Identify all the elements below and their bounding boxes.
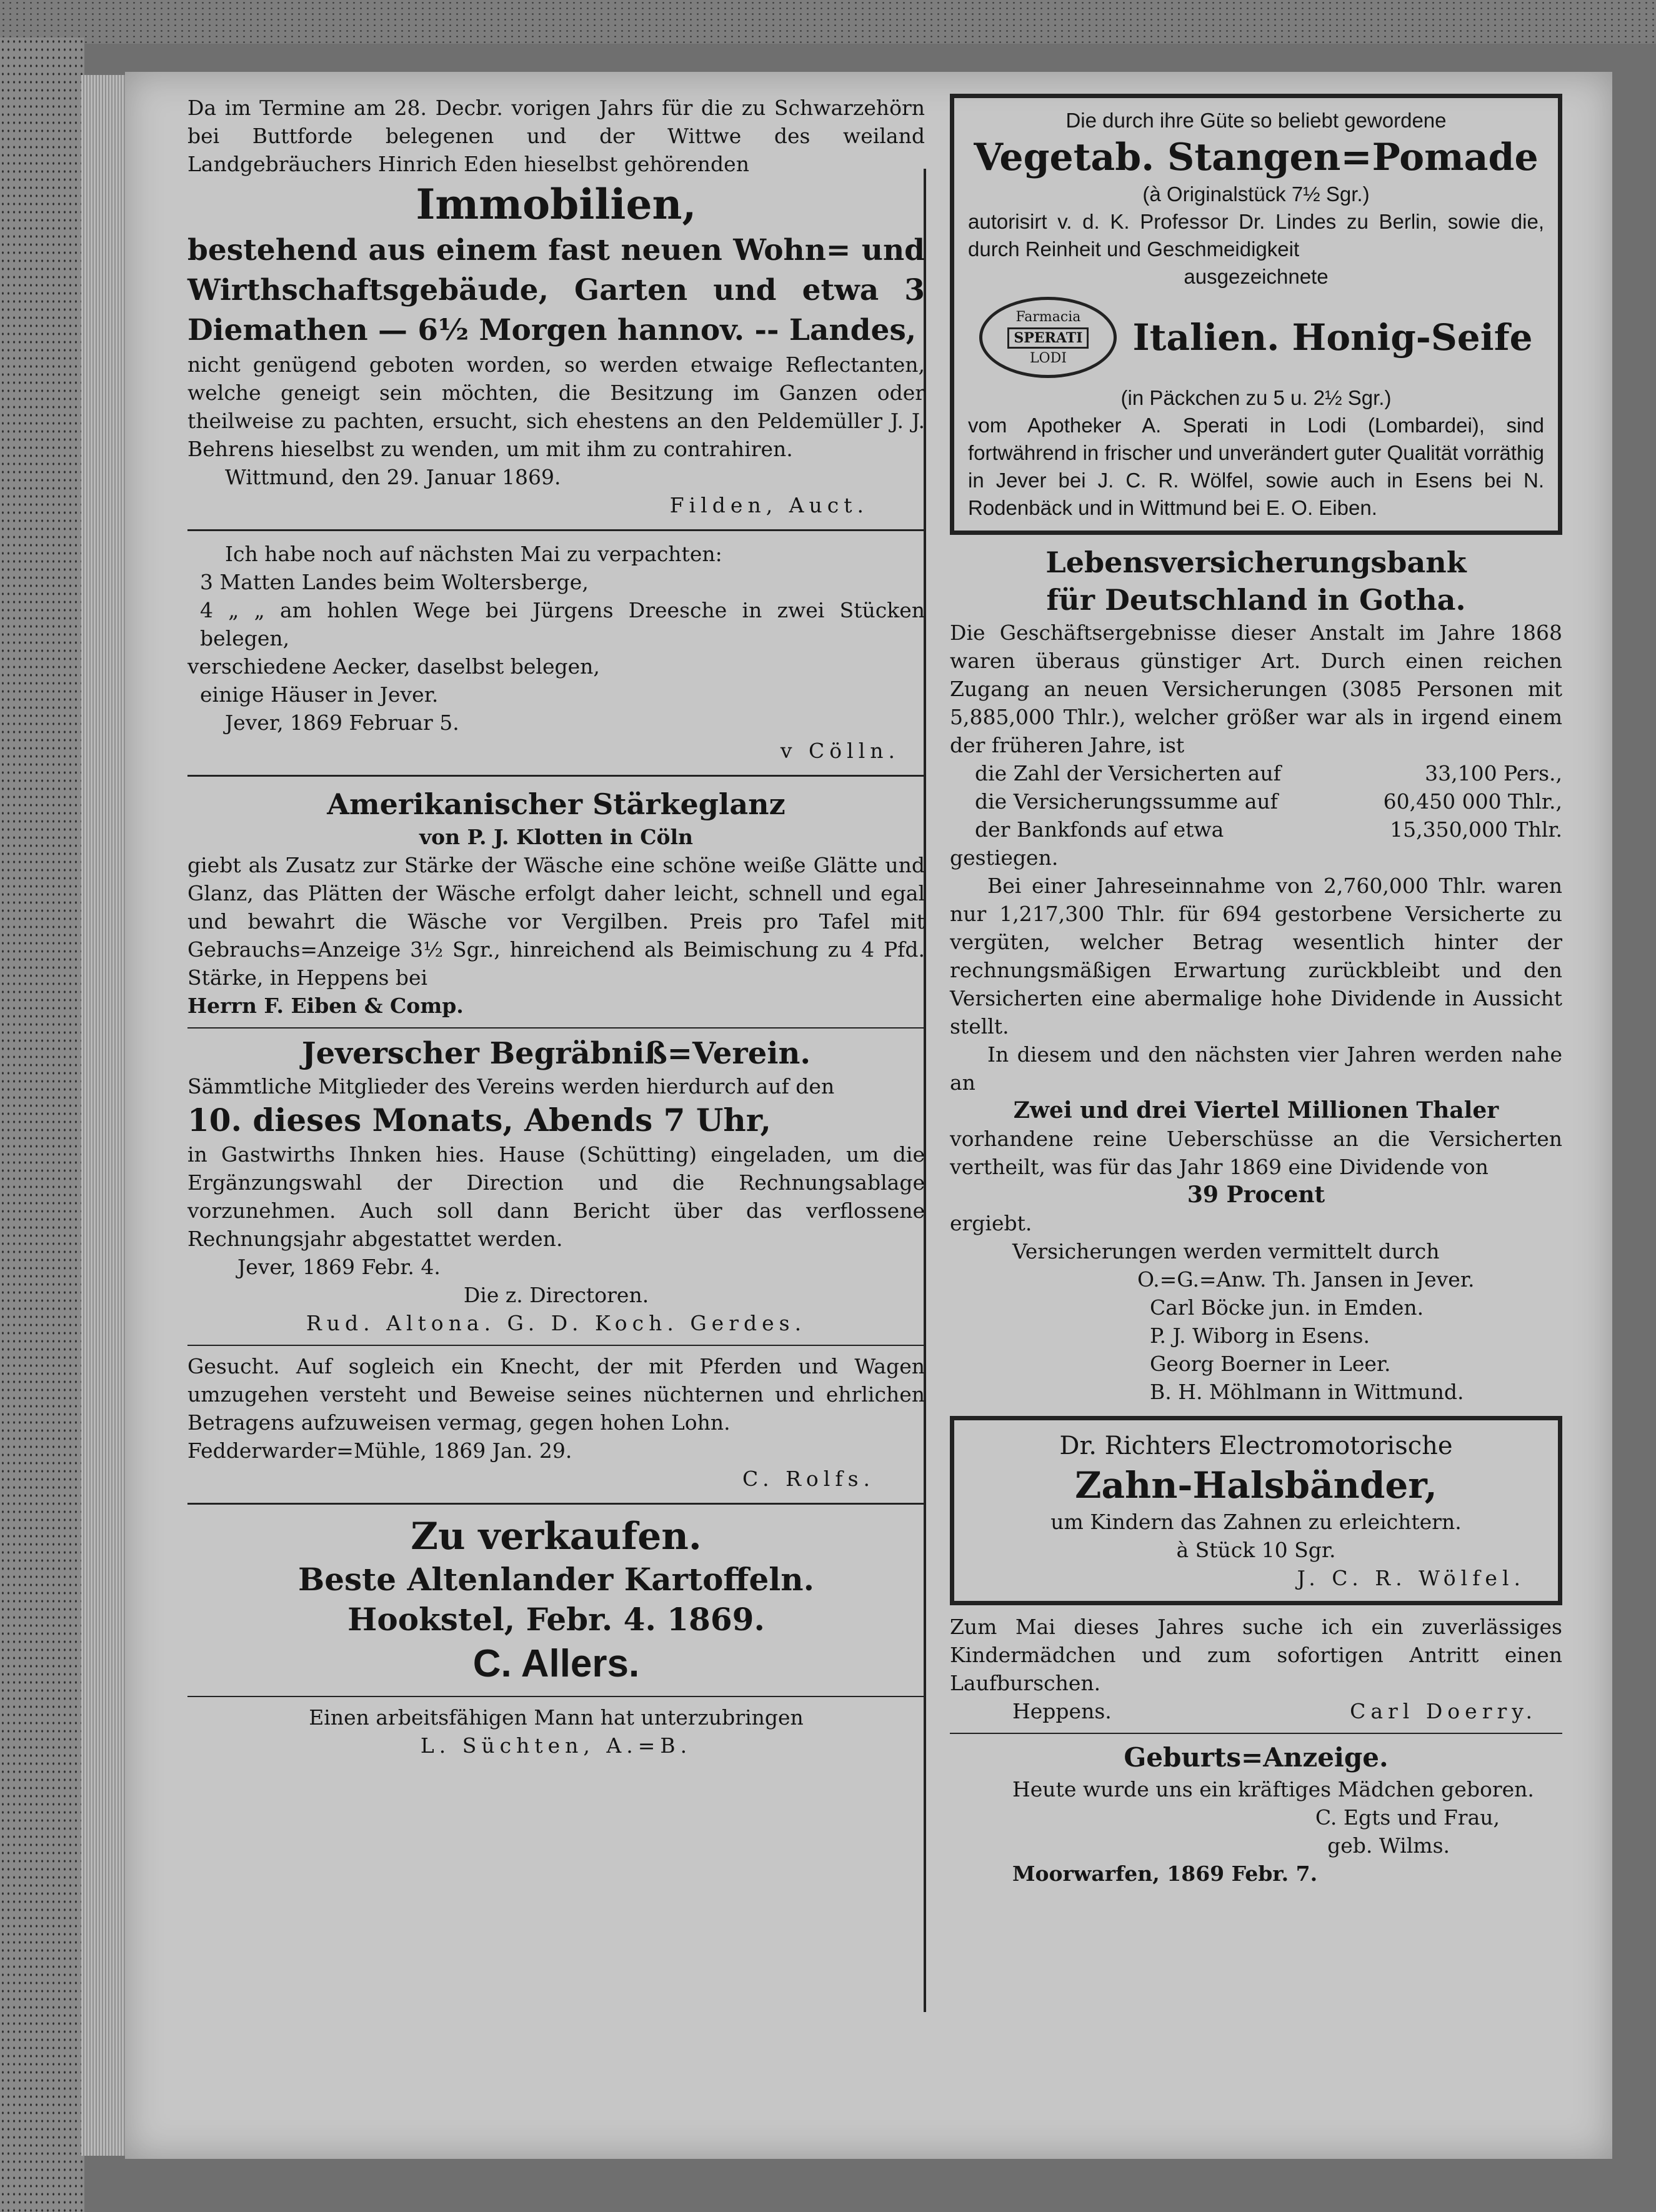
halsbaender-price: à Stück 10 Sgr. [1176,1538,1336,1562]
lv-text2: gestiegen. [950,845,1059,870]
divider [187,1696,925,1697]
lv-highlight: Zwei und drei Viertel Millionen Thaler [1013,1097,1499,1123]
halsbaender-line1: Dr. Richters Electromotorische [1059,1432,1453,1460]
lv-agent: Carl Böcke jun. in Emden. [1150,1295,1424,1320]
verpachten-item: einige Häuser in Jever. [200,682,439,707]
divider [187,1345,925,1346]
ad-geburts-anzeige [950,1740,1562,1888]
lv-figures-table [950,759,1562,844]
lv-text4: In diesem und den nächsten vier Jahren werden nahe an [950,1042,1562,1095]
ad-verpachten [187,540,925,765]
verpachten-date: Jever, 1869 Februar 5. [225,710,459,735]
left-column [187,94,925,1760]
gesucht-date: Fedderwarder=Mühle, 1869 Jan. 29. [187,1438,572,1463]
kindermaedchen-text: Zum Mai dieses Jahres suche ich ein zuverlässiges Kindermädchen und zum sofortigen Antritt einen Laufburschen. [950,1615,1562,1695]
staerkeglanz-title: Amerikanischer Stärkeglanz [327,787,786,821]
ad-lebensversicherung [950,544,1562,1406]
immobilien-headline: bestehend aus einem fast neuen Wohn= und Wirthschaftsgebäude, Garten und etwa 3 Diemathen — 6½ Morgen hannov. -- Landes, [187,233,925,347]
immobilien-signature: Filden, Auct. [669,493,869,517]
stamp-mid: SPERATI [1007,327,1089,349]
ad-mann [187,1703,925,1760]
ad-begraebniss-verein [187,1035,925,1337]
immobilien-title: Immobilien, [416,180,697,229]
lv-text1: Die Geschäftsergebnisse dieser Anstalt im Jahre 1868 waren überaus günstiger Art. Durch einen reichen Zugang an neuen Versicherungen (3085 Personen mit 5,885,000 Thlr.), welcher größer war als in irgend einem der früheren Jahre, ist [950,620,1562,757]
book-binding [0,37,84,2212]
lv-agent: O.=G.=Anw. Th. Jansen in Jever. [1137,1267,1475,1292]
verpachten-lead: Ich habe noch auf nächsten Mai zu verpachten: [225,542,722,566]
ad-gesucht [187,1352,925,1493]
lv-row-label: der Bankfonds auf etwa [975,817,1224,842]
begraebniss-title: Jeverscher Begräbniß=Verein. [301,1036,811,1071]
staerkeglanz-dealer: Herrn F. Eiben & Comp. [187,994,464,1018]
divider [950,1733,1562,1734]
pomade-product-row [968,297,1544,378]
lv-row-value: 60,450 000 Thlr., [1383,789,1562,814]
begraebniss-date-line: 10. dieses Monats, Abends 7 Uhr, [187,1102,771,1138]
divider [187,529,925,531]
begraebniss-names: Rud. Altona. G. D. Koch. Gerdes. [306,1311,807,1335]
immobilien-date: Wittmund, den 29. Januar 1869. [225,465,561,489]
divider [187,1027,925,1029]
mann-signature: L. Süchten, A.=B. [420,1733,692,1758]
gesucht-signature: C. Rolfs. [742,1467,875,1491]
geburt-title: Geburts=Anzeige. [1124,1742,1389,1773]
pomade-title: Vegetab. Stangen=Pomade [974,136,1539,179]
begraebniss-date: Jever, 1869 Febr. 4. [237,1255,441,1279]
geburt-date: Moorwarfen, 1869 Febr. 7. [1012,1861,1318,1886]
verpachten-item: 4 „ „ am hohlen Wege bei Jürgens Dreesche in zwei Stücken belegen, [200,598,925,650]
lv-agent: B. H. Möhlmann in Wittmund. [1150,1380,1464,1404]
ad-halsbaender [950,1416,1562,1605]
lv-title1: Lebensversicherungsbank [1045,546,1467,579]
lv-row-value: 15,350,000 Thlr. [1390,817,1562,842]
pomade-line1: Die durch ihre Güte so beliebt gewordene [1065,109,1447,132]
table-row [950,759,1562,787]
lv-row-label: die Zahl der Versicherten auf [975,761,1281,785]
verpachten-item: verschiedene Aecker, daselbst belegen, [187,654,600,679]
halsbaender-title: Zahn-Halsbänder, [1075,1464,1437,1507]
sperati-stamp-icon [979,297,1117,378]
stamp-top: Farmacia [1015,309,1081,325]
lv-percent: 39 Procent [1187,1182,1325,1208]
pomade-title2: Italien. Honig-Seife [1132,316,1533,359]
divider [187,775,925,777]
lv-text3: Bei einer Jahreseinnahme von 2,760,000 Thlr. waren nur 1,217,300 Thlr. für 694 gestorbene Versicherte zu vergüten, welcher Betrag wesentlich hinter der rechnungsmäßigen Erwartung zurückbleibt und den Versicherten eine abermalige hohe Dividende in Aussicht stellt. [950,874,1562,1039]
kindermaedchen-place: Heppens. [1012,1699,1112,1723]
lv-row-value: 33,100 Pers., [1425,761,1562,785]
immobilien-text: nicht genügend geboten worden, so werden etwaige Reflectanten, welche geneigt sein möchten, die Besitzung im Ganzen oder theilweise zu pachten, ersucht, sich ehestens an den Peldemüller J. J. Behrens hieselbst zu wenden, um mit ihm zu contrahiren. [187,352,925,461]
halsbaender-line2: um Kindern das Zahnen zu erleichtern. [1050,1510,1462,1534]
geburt-text: Heute wurde uns ein kräftiges Mädchen geboren. [1012,1777,1534,1801]
immobilien-intro: Da im Termine am 28. Decbr. vorigen Jahrs für die zu Schwarzehörn bei Buttforde belegenen und der Wittwe des weiland Landgebräuchers Hinrich Eden hieselbst gehörenden [187,96,925,176]
pomade-text3: vom Apotheker A. Sperati in Lodi (Lombardei), sind fortwährend in frischer und unverändert guter Qualität vorräthig in Jever bei J. C. R. Wölfel, sowie auch in Esens bei N. Rodenbäck und in Wittmund bei E. O. Eiben. [968,414,1544,519]
ad-kindermaedchen [950,1613,1562,1725]
staerkeglanz-subtitle: von P. J. Klotten in Cöln [419,825,694,849]
lv-agents-lead: Versicherungen werden vermittelt durch [1012,1239,1440,1263]
verkaufen-line1: Beste Altenlander Kartoffeln. [297,1561,815,1598]
ad-pomade [950,94,1562,535]
kindermaedchen-signature: Carl Doerry. [1350,1699,1537,1723]
lv-agent: P. J. Wiborg in Esens. [1150,1323,1370,1348]
verkaufen-name: C. Allers. [472,1642,640,1685]
verkaufen-title: Zu verkaufen. [411,1515,702,1558]
ad-immobilien [187,94,925,519]
binding-top-edge [0,0,1656,44]
begraebniss-lead: Sämmtliche Mitglieder des Vereins werden hierdurch auf den [187,1074,835,1099]
table-row [950,787,1562,815]
ad-zu-verkaufen [187,1513,925,1688]
mann-text: Einen arbeitsfähigen Mann hat unterzubringen [309,1705,804,1730]
pomade-price: (à Originalstück 7½ Sgr.) [1142,182,1370,206]
lv-row-label: die Versicherungssumme auf [975,789,1278,814]
pomade-text1: autorisirt v. d. K. Professor Dr. Lindes zu Berlin, sowie die, durch Reinheit und Geschmeidigkeit [968,210,1544,261]
gesucht-text: Gesucht. Auf sogleich ein Knecht, der mit Pferden und Wagen umzugehen versteht und Beweise seines nüchternen und ehrlichen Betragens aufzuweisen vermag, gegen hohen Lohn. [187,1354,925,1435]
pomade-price2: (in Päckchen zu 5 u. 2½ Sgr.) [1120,386,1392,409]
verpachten-signature: v Cölln. [780,739,900,763]
stamp-bottom: LODI [1029,351,1067,366]
staerkeglanz-text: giebt als Zusatz zur Stärke der Wäsche eine schöne weiße Glätte und Glanz, das Plätten der Wäsche erfolgt daher leicht, schnell und egal und bewahrt die Wäsche vor Vergilben. Preis pro Tafel mit Gebrauchs=Anzeige 3½ Sgr., hinreichend als Beimischung zu 4 Pfd. Stärke, in Heppens bei [187,853,925,990]
ad-staerkeglanz [187,785,925,1020]
page-edges [81,75,131,2156]
pomade-text2: ausgezeichnete [1184,265,1329,288]
lv-title2: für Deutschland in Gotha. [1046,583,1466,617]
lv-agent: Georg Boerner in Leer. [1150,1352,1391,1376]
begraebniss-text: in Gastwirths Ihnken hies. Hause (Schütting) eingeladen, um die Ergänzungswahl der Direction und die Rechnungsablage vorzunehmen. Auch soll dann Bericht über das verflossene Rechnungsjahr abgestattet werden. [187,1142,925,1251]
divider [187,1503,925,1505]
geburt-names1: C. Egts und Frau, [1315,1805,1500,1830]
geburt-names2: geb. Wilms. [1327,1833,1450,1858]
verkaufen-line2: Hookstel, Febr. 4. 1869. [347,1601,765,1638]
lv-text5: vorhandene reine Ueberschüsse an die Versicherten vertheilt, was für das Jahr 1869 eine Dividende von [950,1127,1562,1179]
halsbaender-signature: J. C. R. Wölfel. [1297,1566,1525,1590]
lv-text6: ergiebt. [950,1211,1032,1235]
table-row [950,815,1562,844]
right-column [950,94,1562,1888]
kindermaedchen-footer [950,1697,1562,1725]
begraebniss-directors: Die z. Directoren. [463,1283,649,1307]
verpachten-item: 3 Matten Landes beim Woltersberge, [200,570,589,594]
